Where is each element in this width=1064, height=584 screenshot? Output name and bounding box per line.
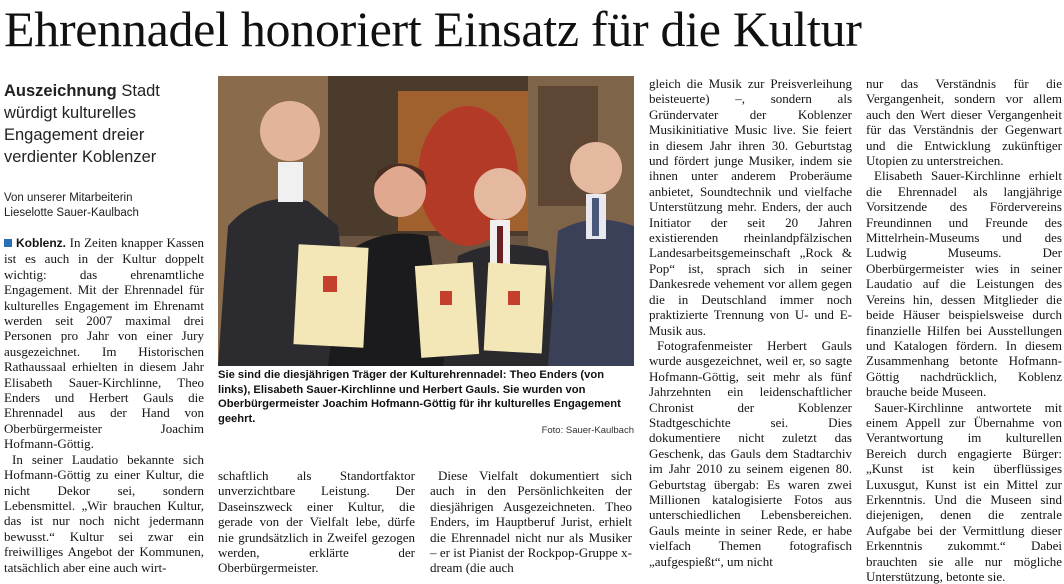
- photo-illustration: [218, 76, 634, 366]
- award-photo: [218, 76, 634, 366]
- headline: Ehrennadel honoriert Einsatz für die Kultur: [4, 1, 862, 57]
- paragraph: [4, 235, 204, 452]
- article-column-3: [430, 468, 632, 576]
- article-column-4: [649, 76, 852, 569]
- paragraph-text: In Zeiten knapper Kassen ist es auch in der Kultur doppelt wichtig: das ehrenamtliche Engagement. Mit der Ehrennadel für kulturelles Engagement im Ehrenamt werden seit 2007 maximal drei Personen pro Jahr von einer Jury ausgezeichnet. Im Historischen Rathaussaal erhielten in diesem Jahr Elisabeth Sauer-Kirchlinne, Theo Enders und Herbert Gauls die Ehrennadel aus der Hand von Oberbürgermeister Joachim Hofmann-Göttig.: [4, 235, 204, 452]
- paragraph: Diese Vielfalt dokumentiert sich auch in den Persönlichkeiten der diesjährigen Ausgezeichneten. Theo Enders, im Hauptberuf Jurist, erhielt die Ehrennadel nicht nur als Musiker – er ist Pianist der Rockpop-Gruppe x-dream (die auch: [430, 468, 632, 576]
- byline-author: Lieselotte Sauer-Kaulbach: [4, 207, 139, 219]
- kicker-text: Stadt würdigt kulturelles Engagement dreier verdienter Koblenzer: [4, 82, 160, 166]
- article-column-5: [866, 76, 1062, 584]
- paragraph: nur das Verständnis für die Vergangenheit, sondern vor allem auch den Wert dieser Vergangenheit für das Verständnis der Gegenwart und die Entwicklung zukünftiger Utopien zu unterstreichen.: [866, 76, 1062, 169]
- paragraph: gleich die Musik zur Preisverleihung beisteuerte) –, sondern als Gründervater der Koblenzer Musikinitiative Music live. Sie feiert in diesem Jahr ihren 30. Geburtstag und fördert junge Musiker, indem sie ihnen unter anderem Proberäume anbietet, Soundtechnik und vielfache Unterstützung mehr. Enders, der auch Initiator der seit 20 Jahren existierenden rheinlandpfälzischen Landesarbeitsgemeinschaft „Rock & Pop“ ist, sprach sich in seiner Dankesrede vehement vor allem gegen die in Deutschland immer noch praktizierte Trennung von U- und E-Musik aus.: [649, 76, 852, 338]
- photo-credit: Foto: Sauer-Kaulbach: [541, 425, 634, 436]
- paragraph: schaftlich als Standortfaktor unverzichtbare Leistung. Der Daseinszweck einer Kultur, die gerade von der Vielfalt lebe, dürfe nie grundsätzlich in Zweifel gezogen werden, erklärte der Oberbürgermeister.: [218, 468, 415, 576]
- paragraph: In seiner Laudatio bekannte sich Hofmann-Göttig zu einer Kultur, die nicht Dekor sei, sondern Lebensmittel. „Wir brauchen Kultur, das ist nur noch nicht jedermann bewusst.“ Kultur sei zwar ein freiwilliges Angebot der Kommunen, tatsächlich aber eine auch wirt-: [4, 451, 204, 575]
- byline: [4, 191, 204, 221]
- location-marker-icon: [4, 239, 12, 247]
- paragraph: Fotografenmeister Herbert Gauls wurde ausgezeichnet, weil er, so sagte Hofmann-Göttig, seit mehr als fünf Jahrzehnten ein leidenschaftlicher Chronist der Koblenzer Stadtgeschichte sei. Dies dokumentiere nicht zuletzt das Geschenk, das Gauls dem Stadtarchiv im Jahr 2010 zu seinem eigenen 80. Geburtstag übergab: Es waren zwei Millionen katalogisierte Fotos aus unterschiedlichen Lebensbereichen. Gauls meinte in seiner Rede, er habe vielfach Themen fotografisch „aufgespießt“, um nicht: [649, 337, 852, 569]
- byline-line1: Von unserer Mitarbeiterin: [4, 192, 133, 204]
- article-column-2: [218, 468, 415, 576]
- paragraph: Elisabeth Sauer-Kirchlinne erhielt die Ehrennadel als langjährige Vorsitzende des Fördervereins Freundinnen und Freunde des Mittelrhein-Museums und des Ludwig Museums. Der Oberbürgermeister wies in seiner Laudatio auf die Leistungen des Vereins hin, dessen Mitglieder die beide Häuser beispielsweise durch finanzielle Hilfen bei Ausstellungen und Katalogen fördern. In diesem Zusammenhang betonte Hofmann-Göttig nachdrücklich, Koblenz brauche beide Museen.: [866, 168, 1062, 400]
- photo-caption: Sie sind die diesjährigen Träger der Kulturehrennadel: Theo Enders (von links), Elisabeth Sauer-Kirchlinne und Herbert Gauls. Sie wurden von Oberbürgermeister Joachim Hofmann-Göttig für ihr kulturelles Engagement geehrt.: [218, 369, 621, 425]
- article-column-1: [4, 235, 204, 575]
- location: Koblenz.: [16, 236, 66, 250]
- kicker-topic: Auszeichnung: [4, 82, 117, 100]
- kicker: [4, 80, 204, 168]
- paragraph: Sauer-Kirchlinne antwortete mit einem Appell zur Übernahme von Verantwortung im kulturellen Bereich durch engagierte Bürger: „Kunst ist kein überflüssiges Luxusgut, Kunst ist ein Mittel zur Erkenntnis. Und die Museen sind diejenigen, denen die zentrale Aufgabe bei der Vermittlung dieser Erkenntnis zukommt.“ Dabei brauchten sie alle nur mögliche Unterstützung, betonte sie.: [866, 399, 1062, 584]
